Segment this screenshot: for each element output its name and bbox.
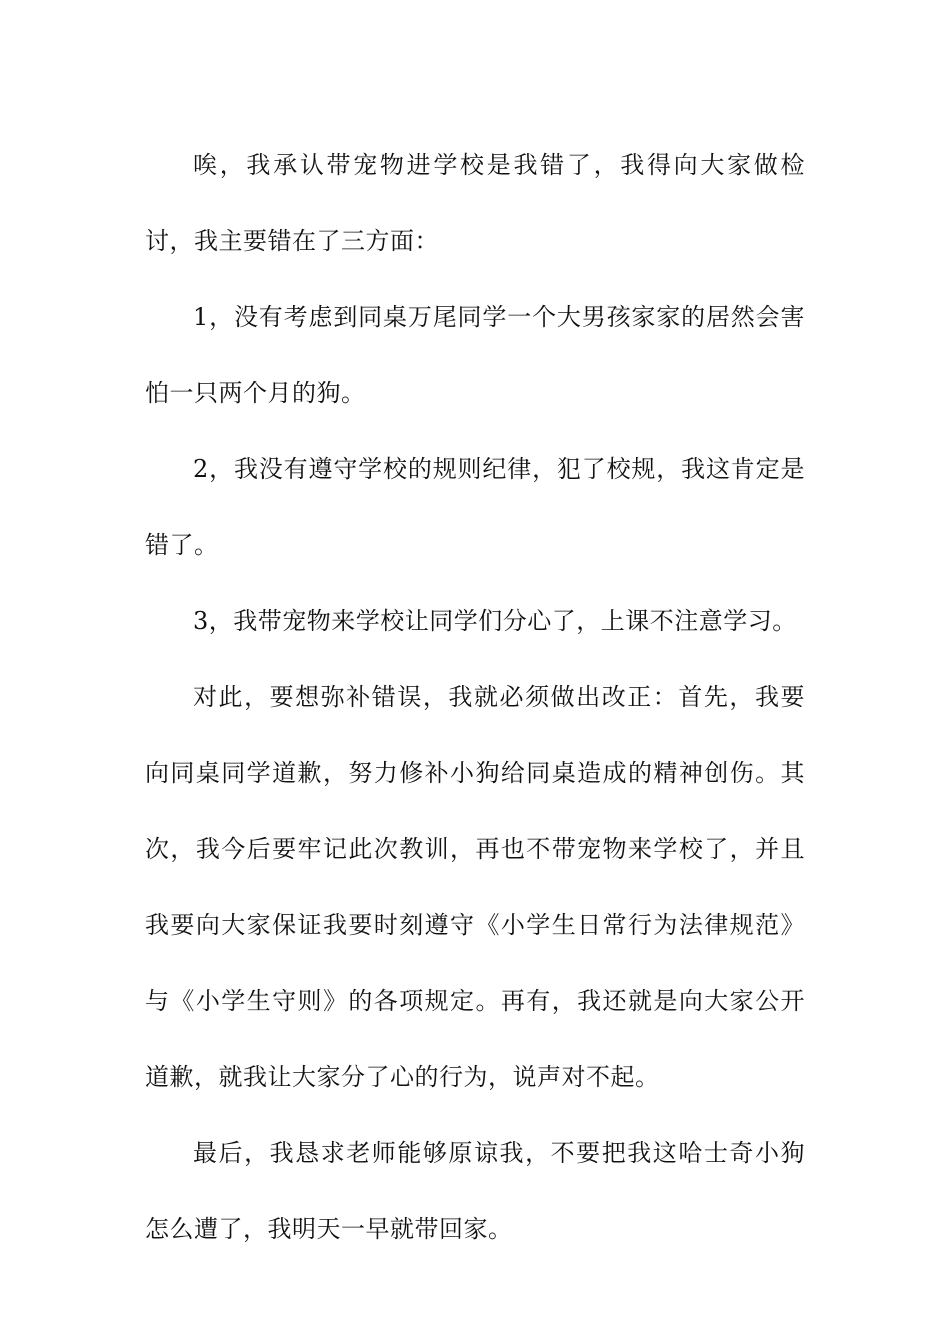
paragraph-point-3: 3，我带宠物来学校让同学们分心了，上课不注意学习。 [193,607,797,635]
paragraph-point-1: 1，没有考虑到同桌万尾同学一个大男孩家家的居然会害怕一只两个月的狗。 [145,303,805,407]
document-body [145,127,805,1267]
paragraph-conclusion: 最后，我恳求老师能够原谅我，不要把我这哈士奇小狗怎么遭了，我明天一早就带回家。 [145,1139,805,1243]
paragraph-point-2: 2，我没有遵守学校的规则纪律，犯了校规，我这肯定是错了。 [145,455,805,559]
paragraph-corrections: 对此，要想弥补错误，我就必须做出改正：首先，我要向同桌同学道歉，努力修补小狗给同桌造成的精神创伤。其次，我今后要牢记此次教训，再也不带宠物来学校了，并且我要向大家保证我要时刻遵守《小学生日常行为法律规范》与《小学生守则》的各项规定。再有，我还就是向大家公开道歉，就我让大家分了心的行为，说声对不起。 [145,683,805,1091]
paragraph-intro: 唉，我承认带宠物进学校是我错了，我得向大家做检讨，我主要错在了三方面： [145,151,805,255]
